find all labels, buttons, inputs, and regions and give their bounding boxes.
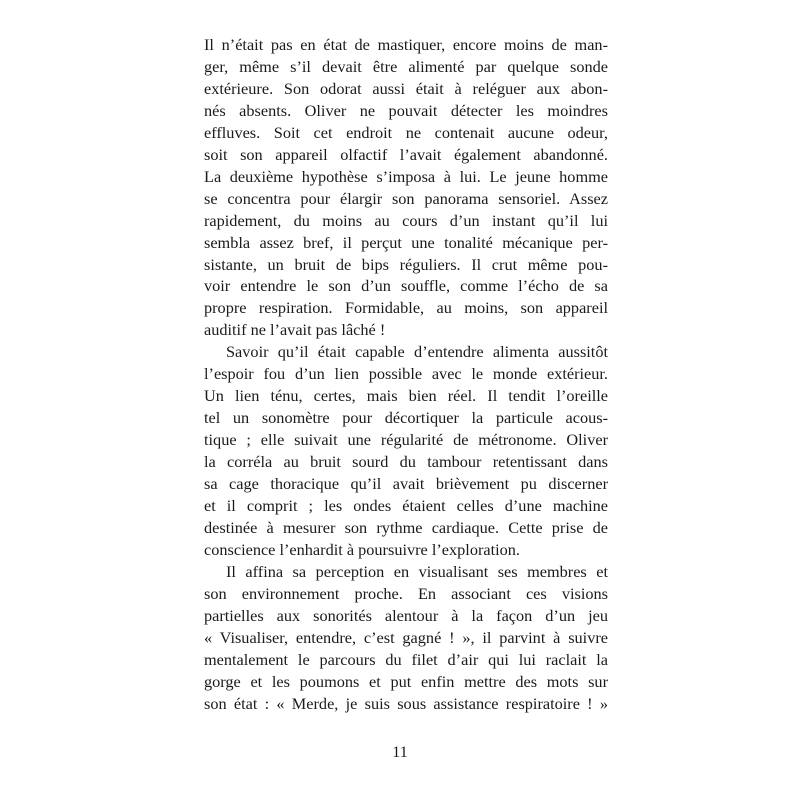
text-line: auditif ne l’avait pas lâché ! bbox=[204, 320, 386, 340]
paragraph-1 bbox=[204, 34, 608, 341]
text-line: Savoir qu’il était capable d’entendre alimenta aussitôt bbox=[226, 342, 608, 362]
text-line: propre respiration. Formidable, au moins, son appareil bbox=[204, 298, 608, 318]
page-number: 11 bbox=[392, 744, 408, 761]
text-line: nés absents. Oliver ne pouvait détecter les moindres bbox=[204, 100, 608, 120]
text-line: Il affina sa perception en visualisant ses membres et bbox=[226, 561, 608, 581]
text-line: son environnement proche. En associant ces visions bbox=[204, 583, 608, 603]
text-line: extérieure. Son odorat aussi était à reléguer aux abon- bbox=[204, 78, 608, 98]
text-line: tel un sonomètre pour décortiquer la particule acous- bbox=[204, 408, 608, 428]
text-line: soit son appareil olfactif l’avait également abandonné. bbox=[204, 144, 608, 164]
text-line: Un lien ténu, certes, mais bien réel. Il tendit l’oreille bbox=[204, 386, 608, 406]
text-line: Il n’était pas en état de mastiquer, encore moins de man- bbox=[204, 35, 608, 54]
text-line: La deuxième hypothèse s’imposa à lui. Le jeune homme bbox=[204, 166, 608, 186]
text-line: destinée à mesurer son rythme cardiaque. Cette prise de bbox=[204, 517, 608, 537]
text-line: « Visualiser, entendre, c’est gagné ! », il parvint à suivre bbox=[204, 627, 608, 647]
text-line: tique ; elle suivait une régularité de métronome. Oliver bbox=[204, 430, 608, 450]
text-line: effluves. Soit cet endroit ne contenait aucune odeur, bbox=[204, 122, 608, 142]
text-line: se concentra pour élargir son panorama sensoriel. Assez bbox=[204, 188, 608, 208]
text-line: partielles aux sonorités alentour à la façon d’un jeu bbox=[204, 605, 608, 625]
text-line: la corréla au bruit sourd du tambour retentissant dans bbox=[204, 452, 608, 472]
text-line: l’espoir fou d’un lien possible avec le monde extérieur. bbox=[204, 364, 608, 384]
text-line: gorge et les poumons et put enfin mettre des mots sur bbox=[204, 671, 608, 691]
text-line: sembla assez bref, il perçut une tonalité mécanique per- bbox=[204, 232, 608, 252]
text-line: voir entendre le son d’un souffle, comme l’écho de sa bbox=[204, 276, 608, 296]
text-line: et il comprit ; les ondes étaient celles d’une machine bbox=[204, 496, 608, 516]
text-line: son état : « Merde, je suis sous assistance respiratoire ! » bbox=[204, 693, 608, 713]
text-line: rapidement, du moins au cours d’un instant qu’il lui bbox=[204, 210, 608, 230]
body-text bbox=[204, 34, 608, 715]
paragraph-2 bbox=[204, 341, 608, 561]
text-line: mentalement le parcours du filet d’air qui lui raclait la bbox=[204, 649, 608, 669]
text-line: conscience l’enhardit à poursuivre l’exploration. bbox=[204, 539, 521, 559]
text-line: ger, même s’il devait être alimenté par quelque sonde bbox=[204, 56, 608, 76]
text-line: sistante, un bruit de bips réguliers. Il crut même pou- bbox=[204, 254, 608, 274]
paragraph-3 bbox=[204, 561, 608, 715]
text-line: sa cage thoracique qu’il avait brièvement pu discerner bbox=[204, 474, 608, 494]
